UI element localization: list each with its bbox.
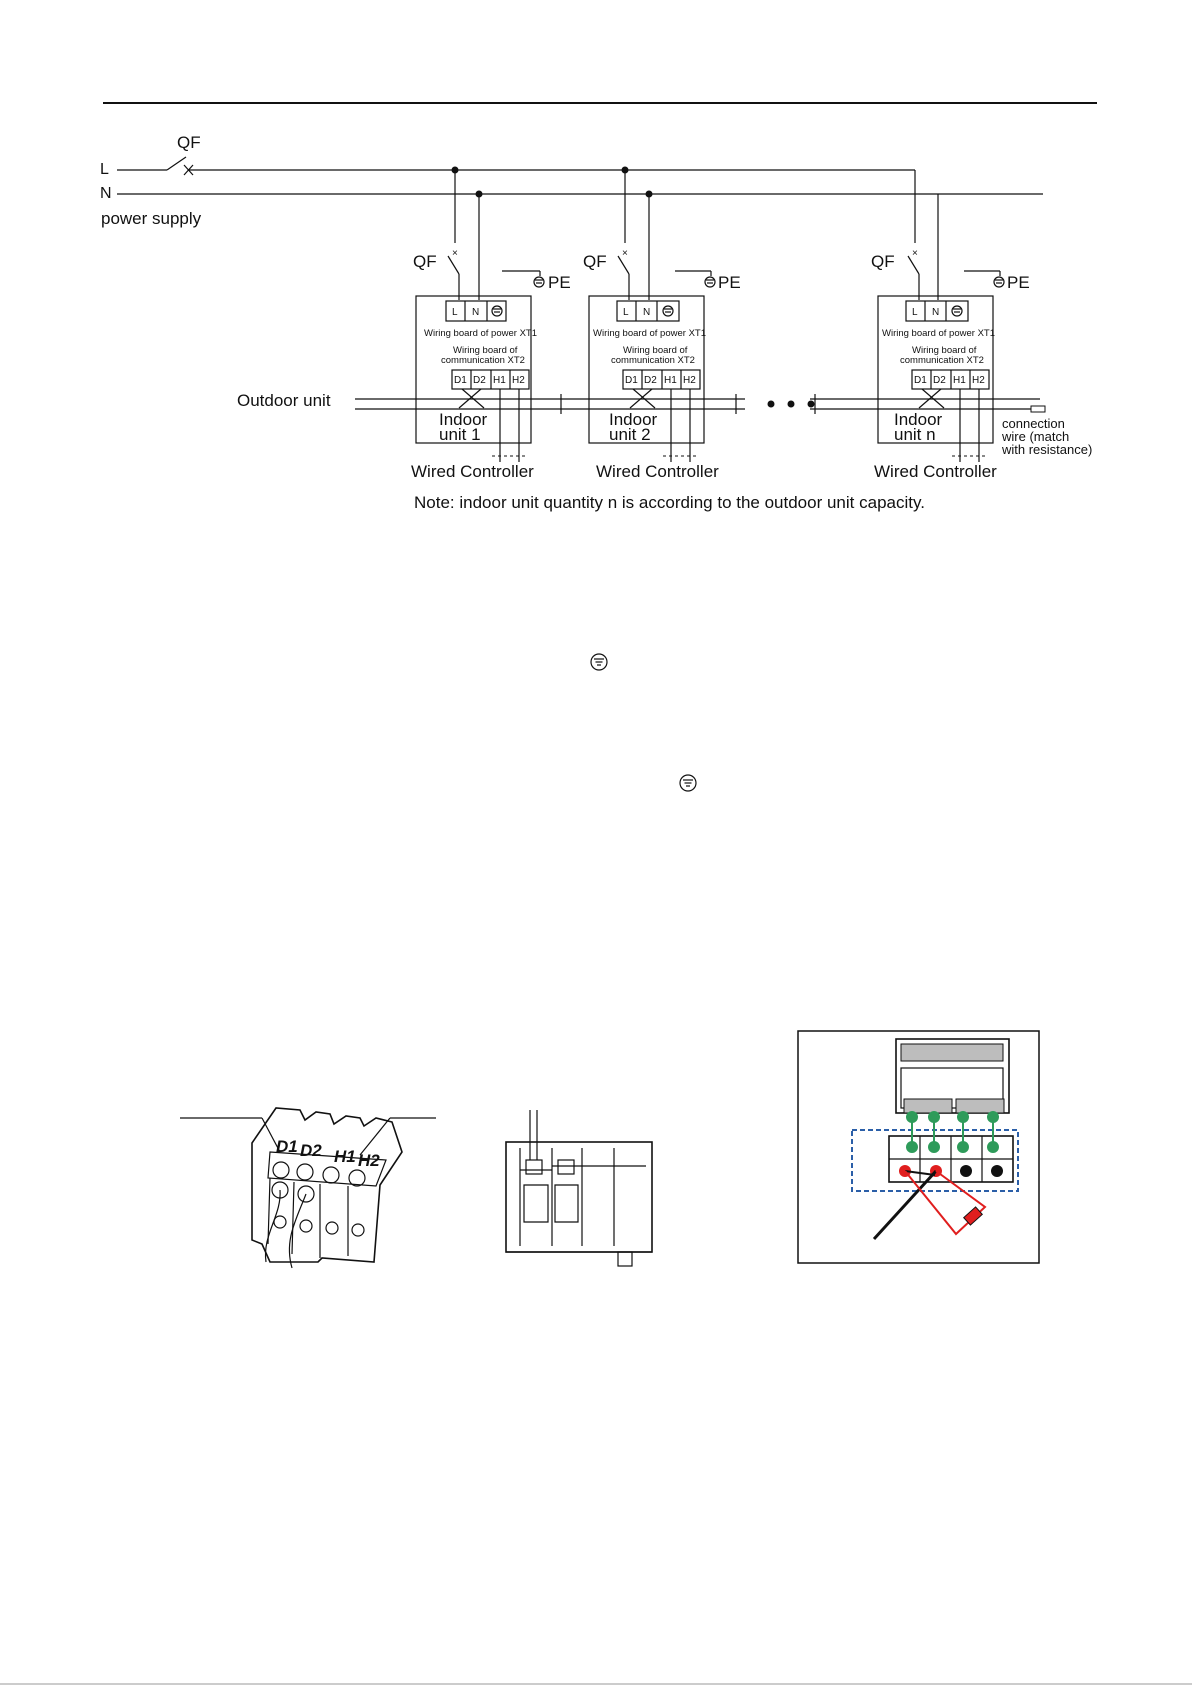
signal-node (987, 1111, 999, 1123)
terminal-block-side-illustration (506, 1110, 652, 1266)
unit-1-terminal-earth-icon (492, 306, 502, 316)
earth-icon (680, 775, 696, 791)
unit-2-terminal-d1: D1 (625, 375, 638, 386)
unit-n-breaker-label: QF (871, 252, 895, 271)
unit-2-terminal-d2: D2 (644, 375, 657, 386)
unit-1-terminal-h2: H2 (512, 375, 525, 386)
unit-2-comm-board-label-2: communication XT2 (611, 355, 695, 366)
unit-1-power-board-label: Wiring board of power XT1 (424, 328, 537, 339)
unit-1-breaker-label: QF (413, 252, 437, 271)
unit-2-power-board-label: Wiring board of power XT1 (593, 328, 706, 339)
unit-n-comm-board-label-2: communication XT2 (900, 355, 984, 366)
resistor-icon (964, 1207, 983, 1225)
communication-bus (237, 391, 1092, 457)
unit-1-terminal-h1: H1 (493, 375, 506, 386)
unit-n-name-2: unit n (894, 425, 936, 444)
unit-1-comm-board-label-2: communication XT2 (441, 355, 525, 366)
unit-n-terminal-h2: H2 (972, 375, 985, 386)
unit-1-terminal-n: N (472, 307, 480, 318)
unit-1-earth-icon (534, 277, 544, 287)
svg-text:×: × (912, 248, 918, 259)
svg-text:×: × (622, 248, 628, 259)
unit-2-earth-icon (705, 277, 715, 287)
indoor-unit-2 (583, 170, 741, 481)
unit-n-power-board-label: Wiring board of power XT1 (882, 328, 995, 339)
indoor-unit-1 (411, 170, 571, 481)
main-breaker-switch (167, 157, 186, 170)
supply-caption: power supply (101, 209, 202, 228)
ellipsis-dot (808, 401, 815, 408)
unit-n-terminal-l: L (912, 307, 918, 318)
unit-2-terminal-n: N (643, 307, 651, 318)
signal-node (906, 1141, 918, 1153)
outdoor-unit-label: Outdoor unit (237, 391, 331, 410)
unit-1-name-2: unit 1 (439, 425, 481, 444)
block-label-d2: D2 (300, 1141, 322, 1160)
ellipsis-dot (788, 401, 795, 408)
unit-2-name-2: unit 2 (609, 425, 651, 444)
block-label-h2: H2 (358, 1151, 380, 1170)
signal-node (928, 1111, 940, 1123)
unit-n-terminal-earth-icon (952, 306, 962, 316)
unit-1-name-1: Indoor (439, 410, 488, 429)
unit-n-controller-label: Wired Controller (874, 462, 997, 481)
unit-n-terminal-n: N (932, 307, 940, 318)
unit-1-terminal-l: L (452, 307, 458, 318)
unit-1-comm-board-label-1: Wiring board of (453, 345, 518, 356)
main-breaker-label: QF (177, 133, 201, 152)
terminating-resistor-icon (1031, 406, 1045, 412)
signal-node (906, 1111, 918, 1123)
earth-icon (591, 654, 607, 670)
capacity-note: Note: indoor unit quantity n is according to the outdoor unit capacity. (414, 493, 925, 512)
block-label-d1: D1 (276, 1137, 298, 1156)
unit-n-terminal-d2: D2 (933, 375, 946, 386)
unit-1-terminal-d1: D1 (454, 375, 467, 386)
unit-2-name-1: Indoor (609, 410, 658, 429)
supply-line-label: L (100, 161, 109, 178)
unit-2-terminal-earth-icon (663, 306, 673, 316)
unit-2-terminal-h2: H2 (683, 375, 696, 386)
signal-node (957, 1141, 969, 1153)
ellipsis-dot (768, 401, 775, 408)
unit-n-terminal-h1: H1 (953, 375, 966, 386)
unit-2-terminal-l: L (623, 307, 629, 318)
end-label-3: with resistance) (1002, 442, 1093, 457)
unit-2-pe-label: PE (718, 273, 741, 292)
svg-text:×: × (452, 248, 458, 259)
unit-n-pe-label: PE (1007, 273, 1030, 292)
signal-node (987, 1141, 999, 1153)
power-supply (100, 133, 1043, 228)
unit-1-controller-label: Wired Controller (411, 462, 534, 481)
end-label-2: wire (match (1002, 429, 1070, 444)
unit-2-breaker-label: QF (583, 252, 607, 271)
unit-2-comm-board-label-1: Wiring board of (623, 345, 688, 356)
unit-n-comm-board-label-1: Wiring board of (912, 345, 977, 356)
unit-2-controller-label: Wired Controller (596, 462, 719, 481)
signal-node (957, 1111, 969, 1123)
terminal-block-wired-illustration (180, 1108, 436, 1268)
signal-node (928, 1141, 940, 1153)
unit-n-name-1: Indoor (894, 410, 943, 429)
resistor-connection-diagram (798, 1031, 1039, 1263)
unit-n-terminal-d1: D1 (914, 375, 927, 386)
end-label-1: connection (1002, 416, 1065, 431)
unit-n-earth-icon (994, 277, 1004, 287)
supply-neutral-label: N (100, 185, 112, 202)
block-label-h1: H1 (334, 1147, 356, 1166)
unit-2-terminal-h1: H1 (664, 375, 677, 386)
unit-1-pe-label: PE (548, 273, 571, 292)
unit-1-terminal-d2: D2 (473, 375, 486, 386)
